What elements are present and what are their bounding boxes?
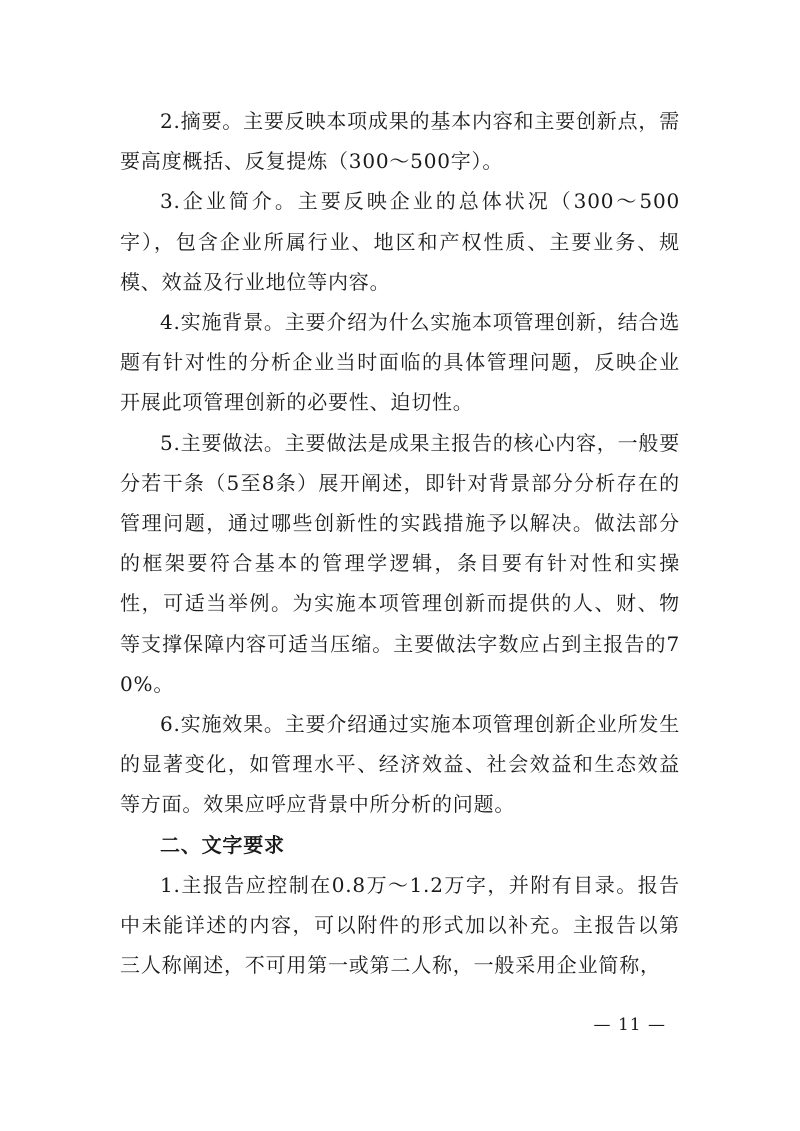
paragraph-abstract: 2.摘要。主要反映本项成果的基本内容和主要创新点，需要高度概括、反复提炼（300～500字）。 (120, 109, 680, 174)
paragraph-company-profile: 3.企业简介。主要反映企业的总体状况（300～500字），包含企业所属行业、地区和产权性质、主要业务、规模、效益及行业地位等内容。 (120, 189, 680, 294)
page-number: — 11 — (593, 1015, 666, 1035)
paragraph-report-length: 1.主报告应控制在0.8万～1.2万字，并附有目录。报告中未能详述的内容，可以附件的形式加以补充。主报告以第三人称阐述，不可用第一或第二人称，一般采用企业简称， (120, 872, 680, 978)
section-heading-text-requirements: 二、文字要求 (160, 832, 285, 857)
paragraph-effects: 6.实施效果。主要介绍通过实施本项管理创新企业所发生的显著变化，如管理水平、经济效益、社会效益和生态效益等方面。效果应呼应背景中所分析的问题。 (120, 712, 680, 817)
paragraph-background: 4.实施背景。主要介绍为什么实施本项管理创新，结合选题有针对性的分析企业当时面临的具体管理问题，反映企业开展此项管理创新的必要性、迫切性。 (120, 310, 680, 415)
document-body (120, 101, 680, 985)
paragraph-main-practices: 5.主要做法。主要做法是成果主报告的核心内容，一般要分若干条（5至8条）展开阐述，即针对背景部分分析存在的管理问题，通过哪些创新性的实践措施予以解决。做法部分的框架要符合基本的管理学逻辑，条目要有针对性和实操性，可适当举例。为实施本项管理创新而提供的人、财、物等支撑保障内容可适当压缩。主要做法字数应占到主报告的70%。 (120, 430, 680, 696)
